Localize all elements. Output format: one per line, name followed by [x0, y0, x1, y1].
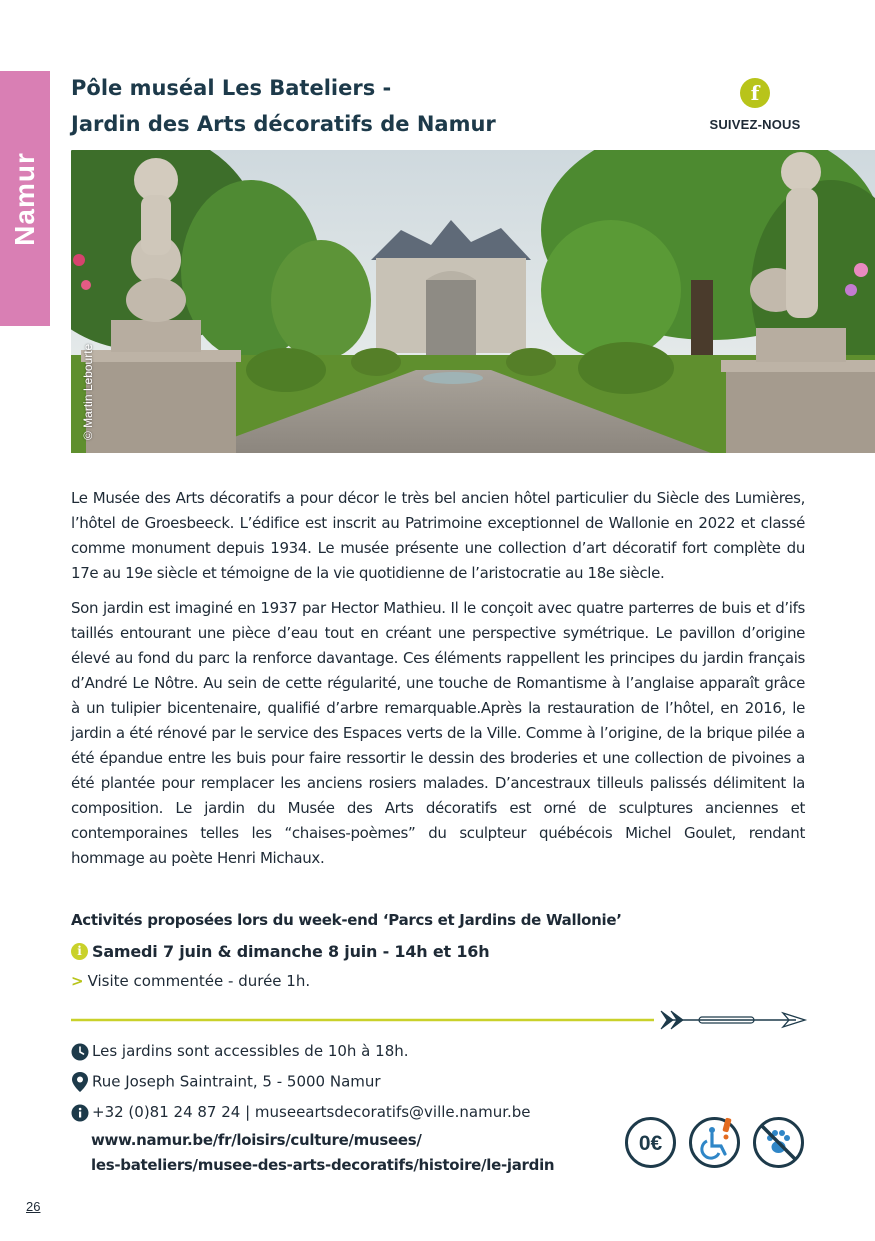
- badges: [624, 1116, 808, 1171]
- chevron-right-icon: >: [71, 972, 84, 990]
- activity-visit: [71, 972, 310, 990]
- wheelchair-icon: [688, 1116, 741, 1169]
- website-link[interactable]: [91, 1128, 554, 1178]
- title-line-2: Jardin des Arts décoratifs de Namur: [71, 112, 496, 136]
- activity-dates: [71, 941, 489, 961]
- photo-credit: © Martin Lebourte: [81, 343, 95, 440]
- free-entry-icon: [624, 1116, 677, 1169]
- opening-hours-text: Les jardins sont accessibles de 10h à 18h.: [92, 1042, 409, 1060]
- facebook-icon[interactable]: f: [740, 78, 770, 108]
- region-tab-label: Namur: [9, 151, 40, 246]
- clock-icon: [71, 1043, 89, 1061]
- free-entry-label: 0€: [638, 1132, 663, 1155]
- address-text: Rue Joseph Saintraint, 5 - 5000 Namur: [92, 1072, 381, 1091]
- social-label: SUIVEZ-NOUS: [709, 117, 801, 132]
- arrow-icon: [661, 1011, 805, 1029]
- page-number: 26: [26, 1199, 41, 1214]
- activity-dates-text: Samedi 7 juin & dimanche 8 juin - 14h et 16h: [92, 942, 490, 961]
- page-title: [71, 70, 671, 142]
- activity-visit-text: Visite commentée - durée 1h.: [87, 972, 311, 990]
- activities-title: Activités proposées lors du week-end ‘Parcs et Jardins de Wallonie’: [71, 911, 622, 929]
- paragraph-intro: Le Musée des Arts décoratifs a pour décor le très bel ancien hôtel particulier du Siècle des Lumières, l’hôtel de Groesbeeck. L’édifice est inscrit au Patrimoine exceptionnel de Wallonie en 2022 et classé comme monument depuis 1934. Le musée présente une collection d’art décoratif fort complète du 17e au 19e siècle et témoigne de la vie quotidienne de l’aristocratie au 18e siècle.: [71, 489, 805, 582]
- article-body: [71, 486, 805, 881]
- contact-text[interactable]: +32 (0)81 24 87 24 | museeartsdecoratifs@ville.namur.be: [92, 1103, 531, 1121]
- info-icon: [71, 1104, 89, 1122]
- no-pets-icon: [752, 1116, 805, 1169]
- arrow-divider: [71, 1005, 811, 1035]
- social-follow[interactable]: [700, 78, 810, 132]
- contact[interactable]: [71, 1103, 531, 1122]
- info-icon: i: [71, 943, 88, 960]
- paragraph-garden: Son jardin est imaginé en 1937 par Hector Mathieu. Il le conçoit avec quatre parterres de buis et d’ifs taillés entourant une pièce d’eau tout en créant une perspective symétrique. Le pavillon d’origine élevé au fond du parc la renforce davantage. Ces éléments rappellent les principes du jardin français d’André Le Nôtre. Au sein de cette régularité, une touche de Romantisme à l’anglaise apparaît grâce à un tulipier bicentenaire, qualifié d’arbre remarquable.Après la restauration de l’hôtel, en 2016, le jardin a été rénové par le service des Espaces verts de la Ville. Comme à l’origine, de la brique pilée a été épandue entre les buis pour faire ressortir le dessin des broderies et une collection de pivoines a été plantée pour remplacer les anciens rosiers malades. D’ancestraux tilleuls palissés délimitent la composition. Le jardin du Musée des Arts décoratifs est orné de sculptures anciennes et contemporaines telles les “chaises-poèmes” du sculpteur québécois Michel Goulet, rendant hommage au poète Henri Michaux.: [71, 599, 805, 867]
- opening-hours: [71, 1042, 409, 1061]
- region-tab: [0, 71, 50, 326]
- title-line-1: Pôle muséal Les Bateliers -: [71, 76, 392, 100]
- address: [71, 1072, 381, 1092]
- garden-photo: [71, 150, 875, 453]
- website-link-line-1[interactable]: www.namur.be/fr/loisirs/culture/musees/: [91, 1131, 422, 1149]
- garden-illustration: [71, 150, 875, 453]
- website-link-line-2[interactable]: les-bateliers/musee-des-arts-decoratifs/histoire/le-jardin: [91, 1156, 555, 1174]
- map-pin-icon: [71, 1072, 89, 1092]
